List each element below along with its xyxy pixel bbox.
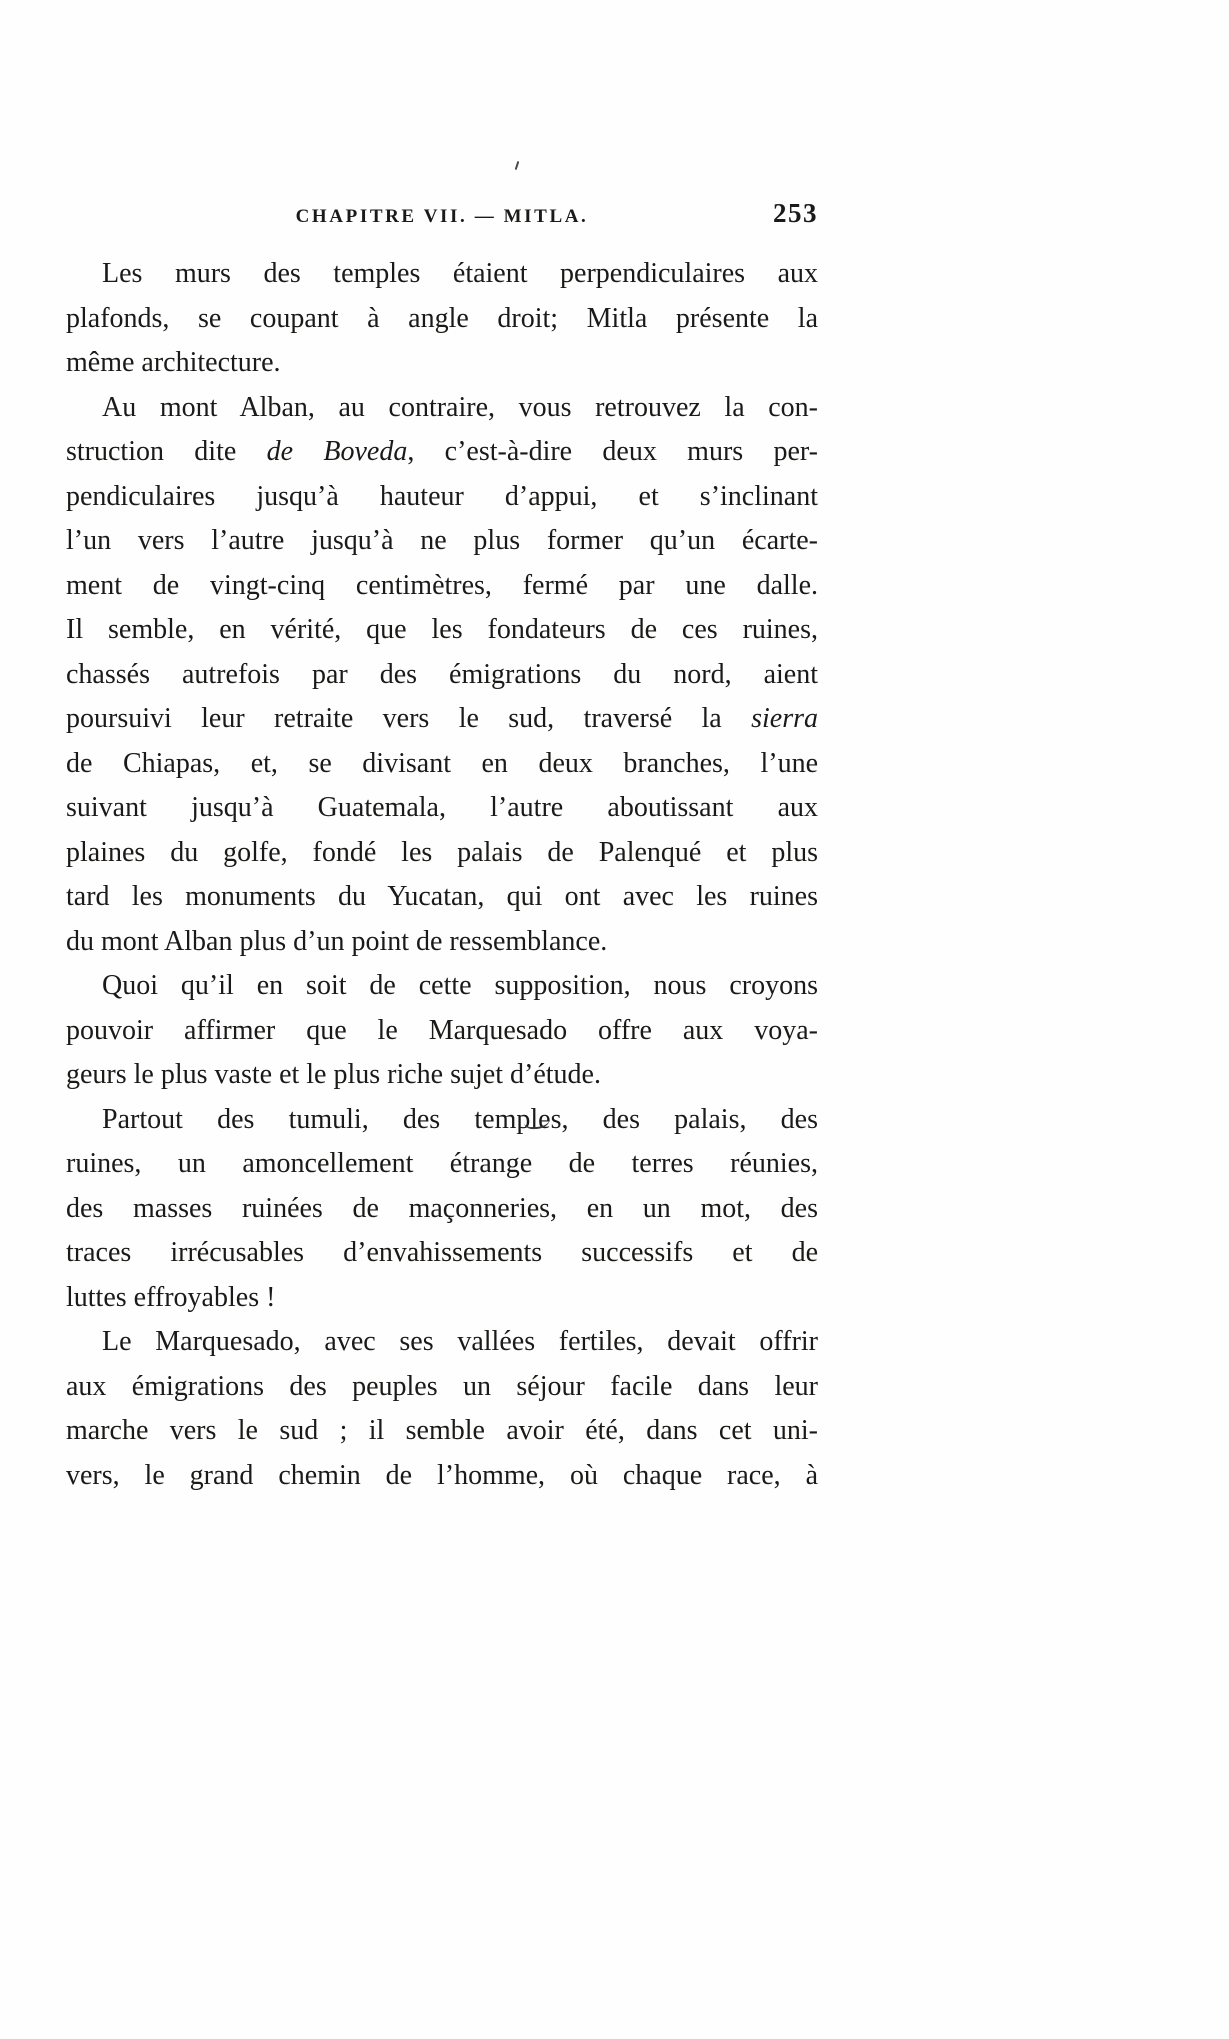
- text-run: des masses ruinées de maçonneries, en un mot, des: [66, 1192, 818, 1224]
- text-line: [66, 341, 818, 386]
- text-run: vers, le grand chemin de l’homme, où chaque race, à: [66, 1459, 818, 1491]
- text-run: du mont Alban plus d’un point de ressemblance.: [66, 925, 608, 957]
- text-line: [66, 964, 818, 1009]
- text-run: de Chiapas, et, se divisant en deux branches, l’une: [66, 747, 818, 779]
- text-line: [66, 1231, 818, 1276]
- text-line: [66, 742, 818, 787]
- text-line: [66, 875, 818, 920]
- text-run: sierra: [751, 703, 818, 734]
- text-line: [66, 1454, 818, 1499]
- text-run: ment de vingt-cinq centimètres, fermé par une dalle.: [66, 569, 818, 601]
- text-line: [66, 430, 818, 475]
- text-run: Le Marquesado, avec ses vallées fertiles, devait offrir: [102, 1326, 818, 1357]
- text-line: [66, 297, 818, 342]
- page-number: 253: [773, 198, 818, 228]
- text-run: Au mont Alban, au contraire, vous retrouvez la con-: [102, 391, 818, 423]
- text-line: [66, 386, 818, 431]
- text-run: pouvoir affirmer que le Marquesado offre aux voya-: [66, 1014, 818, 1046]
- text-line: [66, 564, 818, 609]
- text-line: [66, 1365, 818, 1410]
- text-run: plafonds, se coupant à angle droit; Mitla présente la: [66, 302, 818, 334]
- page-text: [66, 252, 818, 1498]
- text-line: [66, 1187, 818, 1232]
- text-run: marche vers le sud ; il semble avoir été, dans cet uni-: [66, 1415, 818, 1446]
- text-run: de Boveda: [266, 436, 408, 467]
- text-line: [66, 1098, 818, 1143]
- text-run: plaines du golfe, fondé les palais de Palenqué et plus: [66, 836, 818, 868]
- text-run: même architecture.: [66, 347, 281, 378]
- text-run: l’un vers l’autre jusqu’à ne plus former qu’un écarte-: [66, 525, 818, 556]
- text-line: [66, 1053, 818, 1098]
- text-line: [66, 1142, 818, 1187]
- text-run: , c’est-à-dire deux murs per-: [407, 436, 819, 467]
- text-run: aux émigrations des peuples un séjour facile dans leur: [66, 1370, 818, 1402]
- text-run: struction dite: [66, 436, 267, 467]
- text-run: geurs le plus vaste et le plus riche sujet d’étude.: [66, 1059, 601, 1090]
- text-run: Quoi qu’il en soit de cette supposition, nous croyons: [102, 970, 818, 1001]
- text-run: traces irrécusables d’envahissements successifs et de: [66, 1237, 818, 1268]
- chapter-title: CHAPITRE VII. — MITLA.: [295, 206, 589, 227]
- text-line: [66, 697, 818, 742]
- text-run: Les murs des temples étaient perpendiculaires aux: [102, 258, 818, 289]
- text-line: [66, 608, 818, 653]
- scan-artifact-tick: [515, 161, 520, 170]
- text-run: Partout des tumuli, des temples, des palais, des: [102, 1103, 818, 1135]
- page-header: [66, 200, 818, 236]
- text-line: [66, 786, 818, 831]
- text-line: [66, 1009, 818, 1054]
- text-run: Il semble, en vérité, que les fondateurs de ces ruines,: [66, 614, 818, 645]
- text-line: [66, 475, 818, 520]
- text-run: suivant jusqu’à Guatemala, l’autre aboutissant aux: [66, 792, 818, 823]
- text-line: [66, 1320, 818, 1365]
- text-line: [66, 653, 818, 698]
- text-run: ruines, un amoncellement étrange de terres réunies,: [66, 1148, 818, 1179]
- text-line: [66, 519, 818, 564]
- text-run: pendiculaires jusqu’à hauteur d’appui, et s’inclinant: [66, 480, 818, 512]
- text-line: [66, 831, 818, 876]
- text-line: [66, 1276, 818, 1321]
- text-line: [66, 920, 818, 965]
- text-run: chassés autrefois par des émigrations du nord, aient: [66, 658, 818, 690]
- text-run: poursuivi leur retraite vers le sud, traversé la: [66, 703, 752, 734]
- text-run: luttes effroyables !: [66, 1281, 276, 1313]
- text-run: tard les monuments du Yucatan, qui ont avec les ruines: [66, 881, 818, 912]
- text-line: [66, 1409, 818, 1454]
- text-line: [66, 252, 818, 297]
